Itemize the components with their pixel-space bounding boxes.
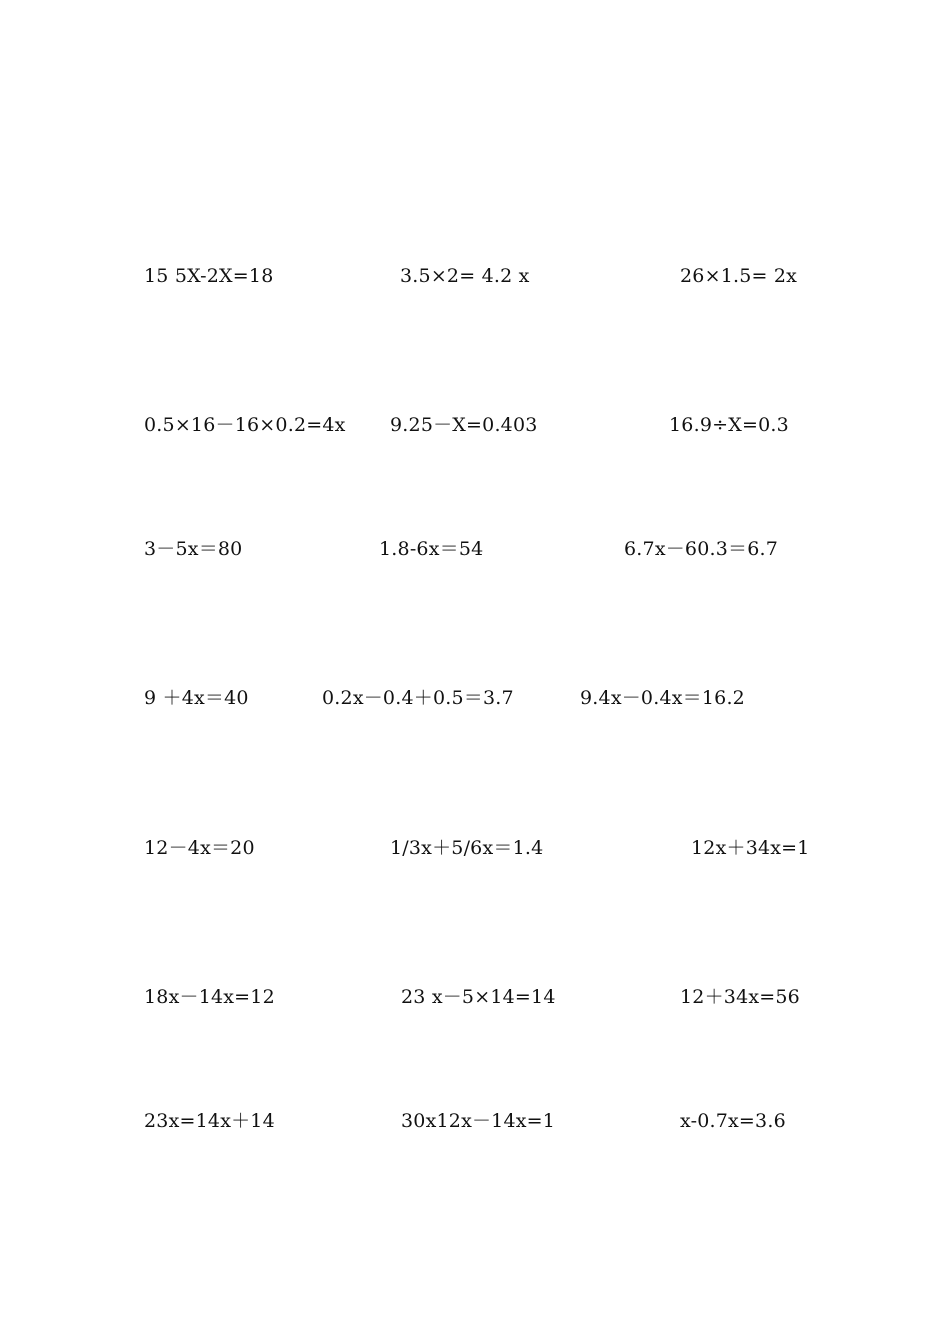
equation-r7-c3: x-0.7x=3.6 (680, 1110, 786, 1132)
equation-r7-c2: 30x12x－14x=1 (401, 1110, 556, 1132)
equation-r6-c1: 18x－14x=12 (144, 986, 275, 1008)
equation-r1-c3: 26×1.5= 2x (680, 265, 798, 287)
equation-r3-c2: 1.8-6x＝54 (379, 538, 484, 560)
equation-r2-c1: 0.5×16－16×0.2=4x (144, 414, 346, 436)
equation-r7-c1: 23x=14x＋14 (144, 1110, 275, 1132)
equation-r6-c2: 23 x－5×14=14 (401, 986, 556, 1008)
equation-r5-c3: 12x＋34x=1 (691, 837, 810, 859)
equation-r2-c2: 9.25－X=0.403 (390, 414, 538, 436)
equation-r3-c1: 3－5x＝80 (144, 538, 243, 560)
equation-r4-c2: 0.2x－0.4＋0.5＝3.7 (322, 687, 514, 709)
equation-r5-c1: 12－4x＝20 (144, 837, 255, 859)
equation-r6-c3: 12＋34x=56 (680, 986, 800, 1008)
equation-r4-c3: 9.4x－0.4x＝16.2 (580, 687, 745, 709)
equation-r2-c3: 16.9÷X=0.3 (669, 414, 789, 436)
equation-r4-c1: 9 ＋4x＝40 (144, 687, 249, 709)
equation-r1-c2: 3.5×2= 4.2 x (400, 265, 530, 287)
equation-r3-c3: 6.7x－60.3＝6.7 (624, 538, 779, 560)
equation-r5-c2: 1/3x＋5/6x＝1.4 (390, 837, 544, 859)
equation-r1-c1: 15 5X-2X=18 (144, 265, 274, 287)
